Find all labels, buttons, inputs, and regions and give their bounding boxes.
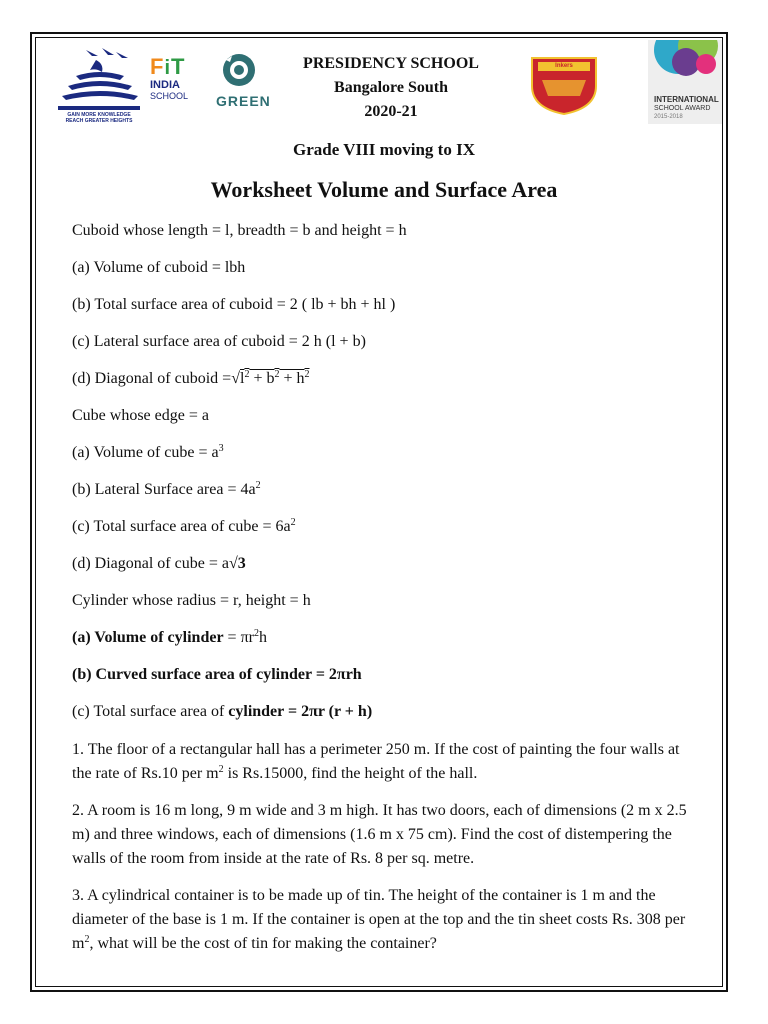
cylinder-csa: (b) Curved surface area of cylinder = 2πrh [72,666,362,683]
international-award-logo [648,40,722,124]
cube-lsa-text: (b) Lateral Surface area = 4a [72,481,256,498]
crest-logo [530,56,598,116]
q3-text-b: , what will be the cost of tin for making the container? [89,935,437,952]
cylinder-volume [72,629,267,647]
cube-volume-text: (a) Volume of cube = a [72,444,219,461]
cylinder-volume-label: (a) Volume of cylinder [72,629,224,646]
diag-l: l [239,370,245,387]
cuboid-heading: Cuboid whose length = l, breadth = b and height = h [72,222,407,239]
exp: 2 [255,480,261,491]
question-2: 2. A room is 16 m long, 9 m wide and 3 m high. It has two doors, each of dimensions (2 m x 2.5 m) and three windows, each of dimensions (1.6 m x 75 cm). Find the cost of distempering the walls of the room from inside at the rate of Rs. 8 per sq. metre. [72,802,687,867]
cylinder-heading: Cylinder whose radius = r, height = h [72,592,311,609]
cuboid-tsa: (b) Total surface area of cuboid = 2 ( lb + bh + hl ) [72,296,396,313]
exp: 2 [84,934,90,945]
award-subtitle: SCHOOL AWARD [654,105,711,112]
cylinder-tsa-label: (c) Total surface area of [72,703,229,720]
award-title: INTERNATIONAL [654,95,719,104]
cylinder-tsa [72,703,372,721]
cuboid-diagonal [72,370,310,388]
grade-heading: Grade VIII moving to IX [293,140,475,159]
question-1 [72,738,702,786]
school-heading [262,52,520,124]
fit-letter-f: F [150,54,165,79]
fit-school-text: SCHOOL [150,91,189,101]
fit-india-logo [150,56,198,106]
cube-diag-text: (d) Diagonal of cube = a√ [72,555,238,572]
q1-text-a: 1. The floor of a rectangular hall has a perimeter 250 m. If the cost of painting the four walls at the rate of Rs.10 per m [72,741,680,782]
exp: 2 [244,369,250,380]
exp: 3 [218,443,224,454]
cube-diag-value: 3 [237,555,246,572]
presidency-logo [56,46,142,128]
cube-tsa [72,518,296,536]
school-branch: Bangalore South [334,79,448,96]
cube-volume [72,444,224,462]
cuboid-volume: (a) Volume of cuboid = lbh [72,259,246,276]
green-school-logo [216,52,271,109]
sqrt-symbol: √ [231,370,240,387]
diag-b: + b [249,370,275,387]
fit-india-text: INDIA [150,79,180,91]
exp: 2 [304,369,310,380]
cylinder-volume-eq: = πr [223,629,254,646]
q3-text-a: 3. A cylindrical container is to be made up of tin. The height of the container is 1 m and the diameter of the base is 1 m. If the container is open at the top and the tin sheet costs Rs. 308 per m [72,887,686,952]
exp: 2 [253,628,259,639]
cube-heading: Cube whose edge = a [72,407,209,424]
exp: 2 [218,764,224,775]
cube-diagonal [72,555,246,573]
award-circles-icon [648,40,722,90]
green-globe-icon [216,52,262,88]
green-text: GREEN [216,93,271,109]
exp: 2 [290,517,296,528]
exp: 2 [274,369,280,380]
crest-label: Inkers [555,63,573,69]
cube-tsa-text: (c) Total surface area of cube = 6a [72,518,291,535]
question-3 [72,884,702,956]
award-years: 2015-2018 [654,114,683,120]
logo-tagline-2: REACH GREATER HEIGHTS [65,118,133,124]
cylinder-tsa-formula: cylinder = 2πr (r + h) [228,703,373,720]
cuboid-diag-prefix: (d) Diagonal of cuboid = [72,370,232,387]
cuboid-lsa: (c) Lateral surface area of cuboid = 2 h (l + b) [72,333,366,350]
fit-runner-icon: i [164,57,172,79]
logo-tagline-1: GAIN MORE KNOWLEDGE [67,112,131,118]
cube-lsa [72,481,261,499]
q1-text-b: is Rs.15000, find the height of the hall. [223,765,478,782]
worksheet-title: Worksheet Volume and Surface Area [210,177,558,202]
diag-h: + h [279,370,305,387]
fit-letter-t: T [171,54,186,79]
school-name: PRESIDENCY SCHOOL [303,55,479,72]
academic-year: 2020-21 [364,103,418,120]
cylinder-volume-h: h [258,629,267,646]
